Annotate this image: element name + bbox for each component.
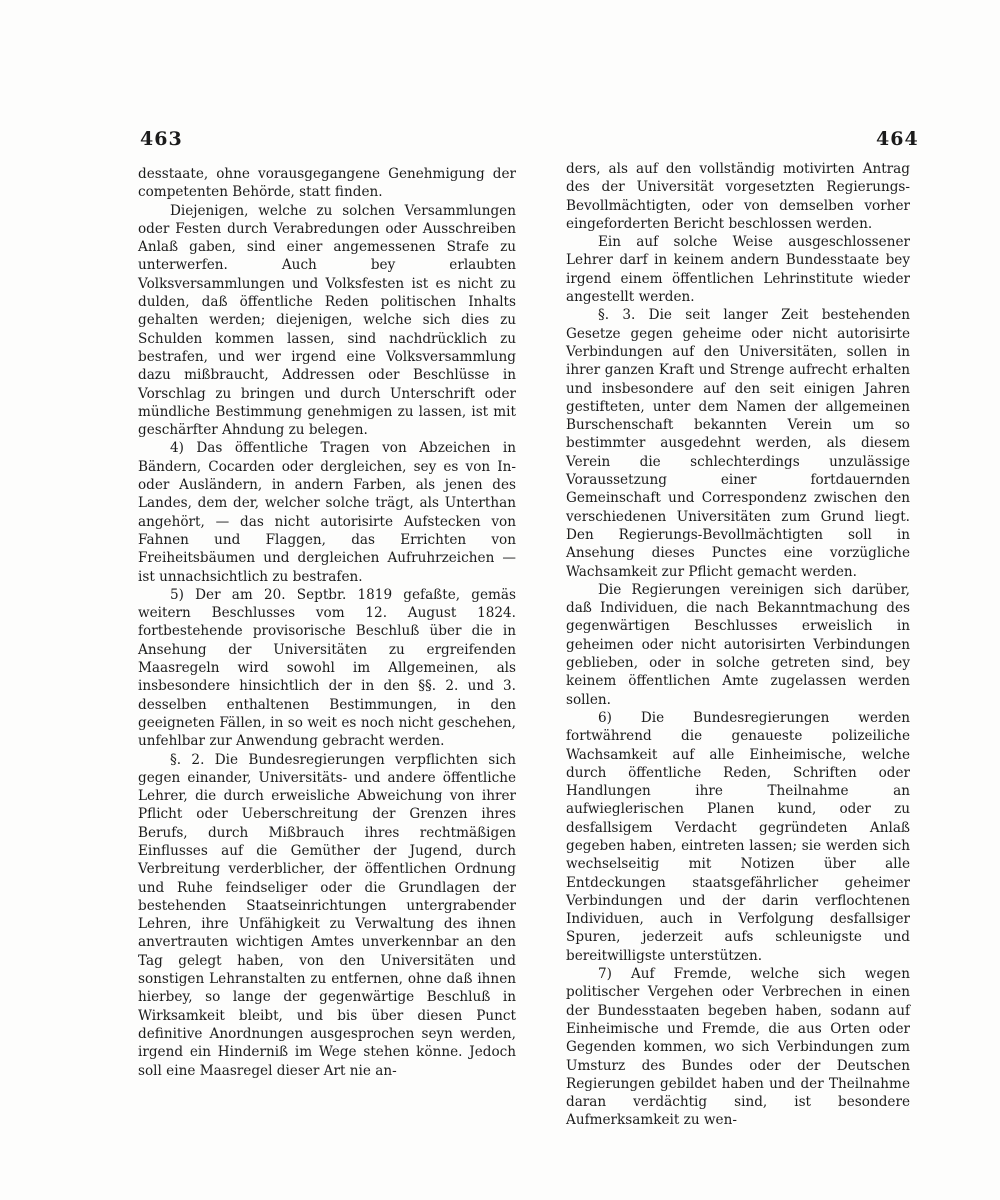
paragraph: 5) Der am 20. Septbr. 1819 gefaßte, gemäs weitern Beschlusses vom 12. August 1824. fortbestehende provisorische Beschluß über die in Ansehung der Universitäten zu ergreifenden Maasregeln wird sowohl im Allgemeinen, als insbesondere hinsichtlich der in den §§. 2. und 3. desselben enthaltenen Bestimmungen, in den geeigneten Fällen, in so weit es noch nicht geschehen, unfehlbar zur Anwendung gebracht werden.	[138, 586, 516, 750]
left-column-text	[138, 165, 516, 1080]
page-number-left: 463	[140, 128, 183, 150]
paragraph: Diejenigen, welche zu solchen Versammlungen oder Festen durch Verabredungen oder Ausschreiben Anlaß gaben, sind einer angemessenen Strafe zu unterwerfen. Auch bey erlaubten Volksversammlungen und Volksfesten ist es nicht zu dulden, daß öffentliche Reden politischen Inhalts gehalten werden; diejenigen, welche sich dies zu Schulden kommen lassen, sind nachdrücklich zu bestrafen, und wer irgend eine Volksversammlung dazu mißbraucht, Addressen oder Beschlüsse in Vorschlag zu bringen und durch Unterschrift oder mündliche Bestimmung genehmigen zu lassen, ist mit geschärfter Ahndung zu belegen.	[138, 202, 516, 439]
paragraph: §. 2. Die Bundesregierungen verpflichten sich gegen einander, Universitäts- und andere öffentliche Lehrer, die durch erweisliche Abweichung von ihrer Pflicht oder Ueberschreitung der Grenzen ihres Berufs, durch Mißbrauch ihres rechtmäßigen Einflusses auf die Gemüther der Jugend, durch Verbreitung verderblicher, der öffentlichen Ordnung und Ruhe feindseliger oder die Grundlagen der bestehenden Staatseinrichtungen untergrabender Lehren, ihre Unfähigkeit zu Verwaltung des ihnen anvertrauten wichtigen Amtes unverkennbar an den Tag gelegt haben, von den Universitäten und sonstigen Lehranstalten zu entfernen, ohne daß ihnen hierbey, so lange der gegenwärtige Beschluß in Wirksamkeit bleibt, und bis über diesen Punct definitive Anordnungen ausgesprochen seyn werden, irgend ein Hinderniß im Wege stehen könne. Jedoch soll eine Maasregel dieser Art nie an-	[138, 751, 516, 1079]
paragraph: Die Regierungen vereinigen sich darüber, daß Individuen, die nach Bekanntmachung des gegenwärtigen Beschlusses erweislich in geheimen oder nicht autorisirten Verbindungen geblieben, oder in solche getreten sind, bey keinem öffentlichen Amte zugelassen werden sollen.	[566, 581, 910, 708]
paragraph: ders, als auf den vollständig motivirten Antrag des der Universität vorgesetzten Regierungs-Bevollmächtigten, oder von demselben vorher eingeforderten Bericht beschlossen werden.	[566, 161, 910, 232]
paragraph: 7) Auf Fremde, welche sich wegen politischer Vergehen oder Verbrechen in einen der Bundesstaaten begeben haben, sodann auf Einheimische und Fremde, die aus Orten oder Gegenden kommen, wo sich Verbindungen zum Umsturz des Bundes oder der Deutschen Regierungen gebildet haben und der Theilnahme daran verdächtig sind, ist besondere Aufmerksamkeit zu wen-	[566, 966, 910, 1129]
paragraph: 6) Die Bundesregierungen werden fortwährend die genaueste polizeiliche Wachsamkeit auf alle Einheimische, welche durch öffentliche Reden, Schriften oder Handlungen ihre Theilnahme an aufwieglerischen Planen kund, oder zu desfallsigem Verdacht gegründeten Anlaß gegeben haben, eintreten lassen; sie werden sich wechselseitig mit Notizen über alle Entdeckungen staatsgefährlicher geheimer Verbindungen und der darin verflochtenen Individuen, auch in Verfolgung desfallsiger Spuren, jederzeit aufs schleunigste und bereitwilligste unterstützen.	[566, 709, 910, 964]
paragraph: desstaate, ohne vorausgegangene Genehmigung der competenten Behörde, statt finden.	[138, 166, 516, 201]
paragraph: 4) Das öffentliche Tragen von Abzeichen in Bändern, Cocarden oder dergleichen, sey es von In- oder Ausländern, in andern Farben, als jenen des Landes, dem der, welcher solche trägt, als Unterthan angehört, — das nicht autorisirte Aufstecken von Fahnen und Flaggen, das Errichten von Freiheitsbäumen und dergleichen Aufruhrzeichen — ist unnachsichtlich zu bestrafen.	[138, 440, 516, 585]
page-number-right: 464	[876, 128, 919, 150]
paragraph: §. 3. Die seit langer Zeit bestehenden Gesetze gegen geheime oder nicht autorisirte Verbindungen auf den Universitäten, sollen in ihrer ganzen Kraft und Strenge aufrecht erhalten und insbesondere auf den seit einigen Jahren gestifteten, unter dem Namen der allgemeinen Burschenschaft bekannten Verein um so bestimmter ausgedehnt werden, als diesem Verein die schlechterdings unzulässige Voraussetzung einer fortdauernden Gemeinschaft und Correspondenz zwischen den verschiedenen Universitäten zum Grund liegt. Den Regierungs-Bevollmächtigten soll in Ansehung dieses Punctes eine vorzügliche Wachsamkeit zur Pflicht gemacht werden.	[566, 307, 910, 580]
paragraph: Ein auf solche Weise ausgeschlossener Lehrer darf in keinem andern Bundesstaate bey irgend einem öffentlichen Lehrinstitute wieder angestellt werden.	[566, 234, 910, 306]
right-column-text	[566, 160, 910, 1130]
